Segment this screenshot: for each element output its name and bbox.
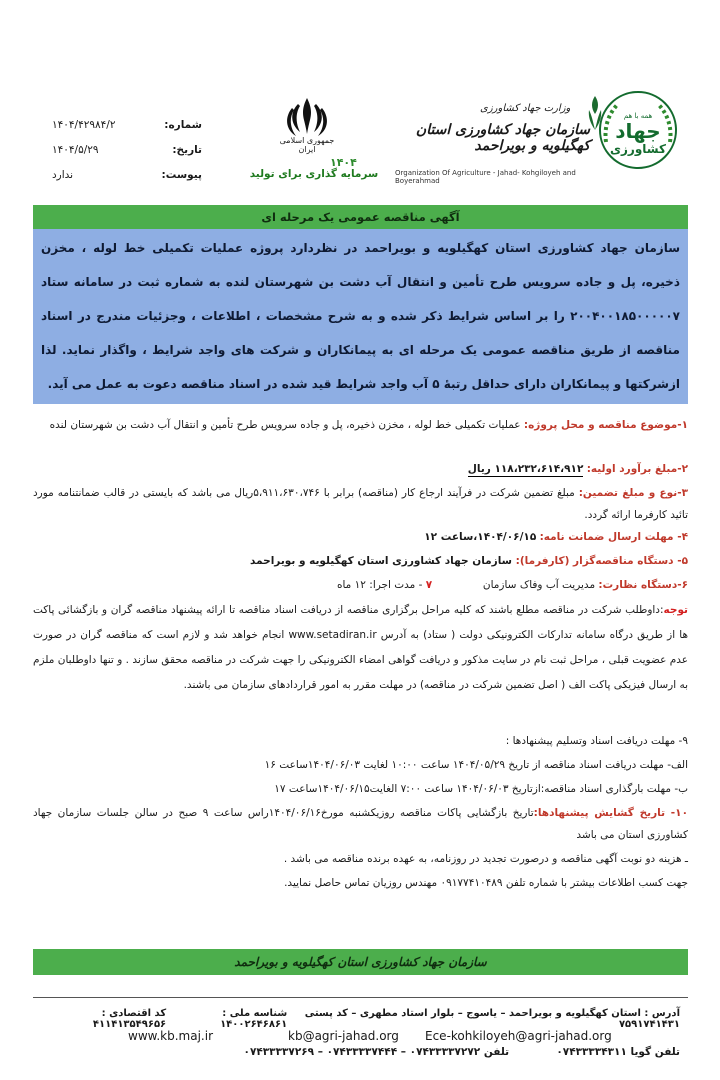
economic-code: کد اقتصادی : ۴۱۱۴۱۳۵۴۹۶۵۶: [92, 1008, 167, 1030]
number-value: ۱۴۰۴/۴۲۹۸۴/۲: [52, 118, 116, 131]
number-label: شماره:: [164, 118, 202, 131]
tender-items: [33, 414, 688, 894]
tender-title: آگهی مناقصه عمومی یک مرحله ای: [33, 205, 688, 229]
date-label: تاریخ:: [172, 143, 202, 156]
item-opening-text: تاریخ بازگشایی پاکات مناقصه روزیکشنبه مورخ۱۴۰۴/۰۶/۱۶راس ساعت ۹ صبح در سالن جلسات سازمان جهاد کشاورزی استان می باشد: [33, 807, 688, 841]
item-guarantee-deadline-value: ۱۴۰۴/۰۶/۱۵،ساعت ۱۲: [424, 531, 537, 543]
item-employer-label: ۵- دستگاه مناقصه‌گزار (کارفرما):: [515, 555, 688, 567]
ministry-name: وزارت جهاد کشاورزی: [480, 103, 571, 114]
item-subject: [33, 414, 688, 458]
item-supervisor-text: مدیریت آب وفاک سازمان: [482, 579, 599, 591]
item-estimate-label: ۲-مبلغ برآورد اولیه:: [586, 463, 688, 475]
jihad-logo-text: [606, 112, 670, 156]
item-guarantee-label: ۳-نوع و مبلغ تضمین:: [578, 487, 688, 499]
address-line: [40, 1008, 680, 1030]
item-estimate: [33, 458, 688, 482]
item-supervisor-label: ۶-دستگاه نظارت:: [598, 579, 688, 591]
letter-attach-row: [52, 162, 202, 187]
item-opening-label: ۱۰- تاریخ گشایش پیشنهادها:: [533, 807, 688, 819]
footer-org-bar: سازمان جهاد کشاورزی استان کهگیلویه و بویراحمد: [33, 949, 688, 975]
item-contact: جهت کسب اطلاعات بیشتر با شماره تلفن ۰۹۱۷۷۴۱۰۴۸۹ مهندس روزیان تماس حاصل نمایید.: [284, 877, 688, 889]
address-block: [40, 1008, 680, 1066]
iran-emblem-icon: [282, 94, 332, 142]
phone-row: [40, 1046, 680, 1066]
attach-value: ندارد: [52, 168, 74, 181]
address-text: آدرس : استان کهگیلویه و بویراحمد – یاسوج – بلوار استاد مطهری – کد پستی ۷۵۹۱۷۴۱۴۳۱: [304, 1008, 680, 1030]
email-link[interactable]: kb@agri-jahad.org: [288, 1029, 399, 1043]
letter-number-row: [52, 112, 202, 137]
slogan-text: سرمایه گذاری برای تولید: [249, 168, 379, 180]
item-guarantee-text: مبلغ تضمین شرکت در فرآیند ارجاع کار (مناقصه) برابر با ۵،۹۱۱،۶۳۰،۷۴۶ریال می باشد که بایستی در قالب ضمانتنامه مورد تائید کارفرما ارائه گردد.: [33, 487, 688, 521]
item-subject-label: ۱-موضوع مناقصه و محل پروژه:: [523, 419, 688, 431]
org-name-english: Organization Of Agriculture - Jahad- Kohgiloyeh and Boyerahmad: [395, 169, 576, 185]
item-duration-text: - مدت اجرا: ۱۲ ماه: [336, 579, 423, 591]
item-note: [33, 598, 688, 730]
jihad-top: همه با هم: [623, 112, 653, 120]
item-employer: [33, 550, 688, 574]
letter-meta: [52, 112, 202, 187]
item-deadlines-title: ۹- مهلت دریافت اسناد وتسلیم پیشنهادها :: [505, 735, 688, 747]
note-text: :داوطلب شرکت در مناقصه مطلع باشند که کلیه مراحل برگزاری مناقصه از دریافت اسناد مناقصه تا ارائه پیشنهاد مناقصه گران و بازگشائی پاکت ها از طریق درگاه سامانه تدارکات الکترونیکی دولت ( ستاد) به آدرس www.setadiran.ir انجام خواهد شد و لازم است که مناقصه گران در صورت عدم عضویت قبلی ، مراحل ثبت نام در سایت مذکور و دریافت گواهی امضاء الکترونیکی را جهت شرکت در مناقصه محقق سازند . و تنها داوطلبان ملزم به ارسال فیزیکی پاکت الف ( اصل تضمین شرکت در مناقصه) در مهلت مقرر به امور قراردادهای سازمان می باشند.: [33, 604, 689, 691]
footer-divider: [33, 997, 688, 998]
web-contacts-row: [40, 1026, 680, 1046]
item-guarantee-deadline-label: ۴- مهلت ارسال ضمانت نامه:: [539, 531, 688, 543]
item-supervisor: [33, 574, 688, 598]
item-employer-text: سازمان جهاد کشاورزی استان کهگیلویه و بویراحمد: [250, 555, 516, 567]
item-duration-label: ۷: [425, 579, 433, 591]
item-guarantee-deadline: [33, 526, 688, 550]
org-name: سازمان جهاد کشاورزی استان کهگیلویه و بویراحمد: [415, 122, 590, 154]
letter-date-row: [52, 137, 202, 162]
national-id: شناسه ملی : ۱۴۰۰۲۶۴۶۸۶۱: [220, 1008, 288, 1030]
item-deadline-upload: ب- مهلت بارگذاری اسناد مناقصه:ازتاریخ ۱۴۰۴/۰۶/۰۳ ساعت ۷:۰۰ الغایت۱۴۰۴/۰۶/۱۵ساعت ۱۷: [274, 783, 688, 795]
intro-paragraph: سازمان جهاد کشاورزی استان کهگیلویه و بویراحمد در نظردارد پروژه عملیات تکمیلی خط لوله ، مخزن ذخیره، پل و جاده سرویس طرح تأمین و انتقال آب دشت بن شهرستان لنده به شماره ثبت در سامانه ستاد ۲۰۰۴۰۰۱۸۵۰۰۰۰۰۷ را بر اساس شرایط ذکر شده و به شرح مشخصات ، اطلاعات ، وجزئیات مندرج در اسناد مناقصه از طریق مناقصه عمومی یک مرحله ای به پیمانکاران و شرکت های واجد شرایط ، واگذار نماید. لذا ازشرکتها و پیمانکاران دارای حداقل رتبۀ ۵ آب واجد شرایط قید شده در اسناد مناقصه دعوت به عمل می آید.: [33, 229, 688, 404]
item-subject-text: عملیات تکمیلی خط لوله ، مخزن ذخیره، پل و جاده سرویس طرح تأمین و انتقال آب دشت بن شهرستان لنده: [49, 419, 524, 431]
item-guarantee: [33, 482, 688, 526]
emblem-caption: جمهوری اسلامی ایران: [279, 136, 335, 154]
website-link[interactable]: www.kb.maj.ir: [128, 1029, 213, 1043]
jihad-big: جهاد: [615, 119, 661, 143]
item-deadline-receive: الف- مهلت دریافت اسناد مناقصه از تاریخ ۱۴۰۴/۰۵/۲۹ ساعت ۱۰:۰۰ لغایت ۱۴۰۴/۰۶/۰۳ساعت ۱۶: [264, 759, 688, 771]
email-link-2[interactable]: Ece-kohkiloyeh@agri-jahad.org: [425, 1029, 612, 1043]
phone-ivr: تلفن گویا ۰۷۴۳۳۳۳۴۳۱۱: [556, 1046, 680, 1058]
item-opening: [33, 802, 688, 848]
date-value: ۱۴۰۴/۵/۲۹: [52, 143, 99, 156]
attach-label: پیوست:: [161, 168, 202, 181]
phone-numbers: تلفن ۰۷۴۳۳۳۳۷۲۷۲ – ۰۷۴۳۳۳۳۷۴۴۴ – ۰۷۴۳۳۳۳۷۲۶۹: [243, 1046, 510, 1058]
note-label: توجه: [663, 604, 688, 616]
item-estimate-value: ۱۱۸،۲۳۲،۶۱۴،۹۱۲ ریال: [467, 463, 584, 475]
item-ad-cost: ـ هزینه دو نوبت آگهی مناقصه و درصورت تجدید در روزنامه، به عهده برنده مناقصه می باشد .: [283, 853, 688, 865]
slogan-year: ۱۴۰۴: [330, 156, 357, 169]
jihad-sub: کشاورزی: [610, 142, 666, 156]
